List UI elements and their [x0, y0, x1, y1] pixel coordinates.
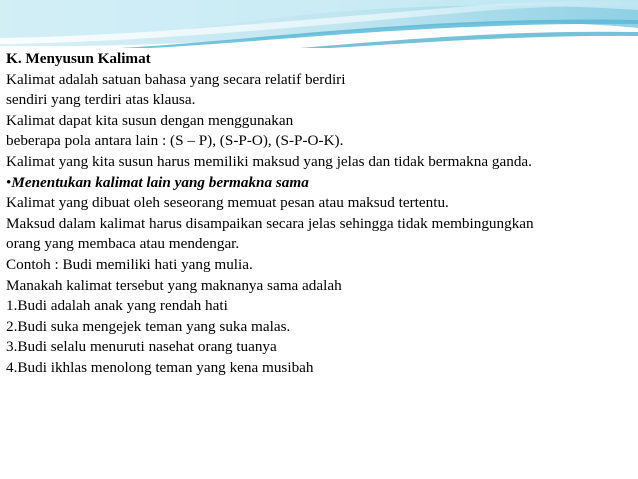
option-item: 3.Budi selalu menuruti nasehat orang tuanya: [6, 338, 277, 356]
text-line: Kalimat dapat kita susun dengan menggunakan: [6, 111, 294, 129]
section-title: K. Menyusun Kalimat: [6, 50, 151, 67]
option-item: 1.Budi adalah anak yang rendah hati: [6, 297, 228, 315]
subheading-line: [6, 173, 634, 194]
header-wave-decoration: [0, 0, 638, 48]
text-line: sendiri yang terdiri atas klausa.: [6, 91, 196, 109]
example-line: Contoh : Budi memiliki hati yang mulia.: [6, 255, 253, 273]
text-line: Kalimat yang kita susun harus memiliki maksud yang jelas dan tidak bermakna ganda.: [6, 152, 532, 170]
question-line: Manakah kalimat tersebut yang maknanya sama adalah: [6, 276, 342, 294]
text-line: Maksud dalam kalimat harus disampaikan secara jelas sehingga tidak membingungkan: [6, 214, 534, 232]
text-line: beberapa pola antara lain : (S – P), (S-P-O), (S-P-O-K).: [6, 132, 344, 150]
option-item: 4.Budi ikhlas menolong teman yang kena musibah: [6, 358, 314, 376]
subheading: Menentukan kalimat lain yang bermakna sama: [11, 173, 309, 191]
slide-content: [6, 49, 634, 379]
bullet-glyph: •: [6, 173, 12, 191]
text-line: Kalimat adalah satuan bahasa yang secara relatif berdiri: [6, 70, 346, 88]
text-line: Kalimat yang dibuat oleh seseorang memuat pesan atau maksud tertentu.: [6, 194, 449, 212]
text-line: orang yang membaca atau mendengar.: [6, 235, 240, 253]
option-item: 2.Budi suka mengejek teman yang suka malas.: [6, 317, 291, 335]
